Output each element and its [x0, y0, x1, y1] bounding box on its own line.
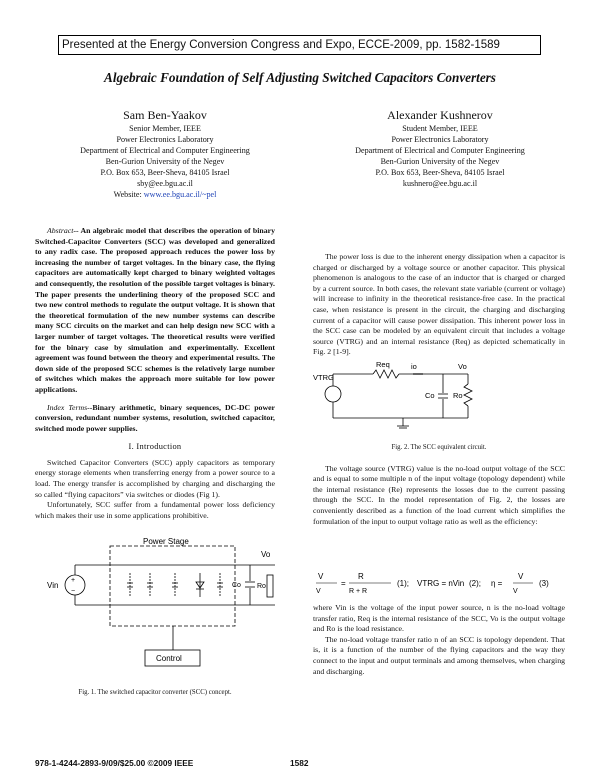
- author-2-name: Alexander Kushnerov: [387, 108, 493, 122]
- co-label: Co: [232, 582, 241, 590]
- author-2-line: P.O. Box 653, Beer-Sheva, 84105 Israel: [375, 168, 505, 177]
- vtrg-label: VTRG: [313, 372, 334, 382]
- co-label-fig2: Co: [425, 390, 435, 400]
- ro-label: Ro: [257, 583, 266, 591]
- control-label: Control: [156, 654, 182, 664]
- author-2-line: Student Member, IEEE: [402, 124, 478, 133]
- fig2-caption: Fig. 2. The SCC equivalent circuit.: [391, 443, 487, 451]
- req-label: Req: [376, 359, 390, 369]
- power-stage-box: [110, 546, 235, 626]
- left-column: [35, 226, 275, 699]
- author-1-email[interactable]: sby@ee.bgu.ac.il: [137, 179, 193, 188]
- author-1-block: [50, 108, 280, 200]
- author-1-website-row: [50, 189, 280, 200]
- req-resistor-icon: [373, 370, 399, 378]
- ro-resistor-icon: [267, 575, 273, 597]
- website-link[interactable]: www.ee.bgu.ac.il/~pel: [143, 190, 217, 199]
- author-1-line: Senior Member, IEEE: [129, 124, 201, 133]
- author-2-line: Power Electronics Laboratory: [391, 135, 489, 144]
- author-1-line: Power Electronics Laboratory: [116, 135, 214, 144]
- author-1-name: Sam Ben-Yaakov: [123, 108, 207, 122]
- svg-text:V: V: [316, 588, 321, 595]
- footer-copyright: 978-1-4244-2893-9/09/$25.00 ©2009 IEEE: [35, 758, 194, 768]
- abstract: [35, 226, 275, 396]
- vtrg-source-icon: [325, 386, 341, 402]
- vin-plus: +: [71, 577, 76, 585]
- flying-capacitors: [127, 573, 223, 597]
- footer-page-number: 1582: [290, 758, 309, 768]
- equation-svg: [313, 565, 565, 601]
- right-column-lower: [313, 603, 565, 677]
- author-2-line: Ben-Gurion University of the Negev: [380, 157, 500, 166]
- eq2-text: VTRG = nVin: [417, 579, 465, 588]
- eq2-number: (2);: [469, 579, 481, 588]
- abstract-text: -- An algebraic model that describes the operation of binary Switched-Capacitor Converters (SCC) was developed and generalized to any radix case. The proposed approach reduces the power loss by increasing the number of target voltages. In the binary case, the flying capacitors are automatically kept charged to binary weighted voltages and consequently, the resolution of the possible target voltages is binary. The paper presents the underlining theory of the proposed SCC and two new control methods to regulate the output voltage. It is shown that the theoretical formulation of the new number systems can describe many SCC circuits on the market and can help design new SCC with a larger number of target voltages. The theoretical results were verified for the binary case by simulation and experimentally. Excellent agreement was found between the theory and experimental results. The down side of the proposed SCC schemes is the relatively large number of switches which makes the approach more suitable for low power applications.: [35, 226, 275, 394]
- fig2-diagram: [313, 360, 565, 440]
- svg-text:R: R: [358, 572, 364, 581]
- section-heading: I. Introduction: [128, 442, 182, 452]
- equation-block: [313, 565, 565, 601]
- svg-text:V: V: [513, 588, 518, 595]
- index-terms: [35, 403, 275, 435]
- vo-label-fig2: Vo: [458, 361, 467, 371]
- body-paragraph: The no-load voltage transfer ratio n of an SCC is topology dependent. That is, it is a function of the number of the flying capacitors and the way they connect to the input and output terminals and among themselves, when charging and discharging.: [313, 634, 565, 676]
- author-1-line: Ben-Gurion University of the Negev: [105, 157, 225, 166]
- abstract-label: Abstract: [47, 226, 74, 235]
- intro-paragraph: Switched Capacitor Converters (SCC) apply capacitors as temporary energy storage elements when transferring energy from a power source to a load. The energy transfer is accomplished by charging and discharging the so called “flying capacitors” via switches or diodes (Fig 1).: [35, 457, 275, 499]
- vin-label: Vin: [47, 581, 59, 591]
- vin-minus: −: [71, 588, 76, 596]
- eq3-number: (3): [539, 579, 549, 588]
- fig1-caption: Fig. 1. The switched capacitor converter (SCC) concept.: [78, 689, 232, 697]
- index-terms-label: Index Terms: [47, 402, 88, 412]
- ro-resistor-icon-fig2: [464, 384, 472, 406]
- paper-title: Algebraic Foundation of Self Adjusting Switched Capacitors Converters: [104, 70, 496, 85]
- eq-vo: V: [318, 572, 324, 581]
- author-2-line: Department of Electrical and Computer Engineering: [355, 146, 525, 155]
- right-column: [313, 252, 565, 527]
- intro-paragraph: Unfortunately, SCC suffer from a fundamental power loss deficiency which makes their use in some applications prohibitive.: [35, 500, 275, 520]
- body-paragraph: The power loss is due to the inherent energy dissipation when a capacitor is charged or discharged by a voltage source or another capacitor. This physical phenomenon is analogous to the case of an inductor that is charged or charged by a current source. In both cases, the relevant state variable (current or voltage) will increase to infinity in the theoretical resistance-free case. In the practical case, when resistance is present in the circuit, the charging and discharging current of a capacitor will cause power dissipation. This inherent power loss in the SCC case can be modeled by an equivalent circuit that includes a voltage source (VTRG) and an internal resistance (Req) as depicted schematically in Fig. 2 [1-9].: [313, 252, 565, 357]
- body-paragraph: The voltage source (VTRG) value is the no-load output voltage of the SCC and is equal to some multiple n of the input voltage (topology dependent) while the internal resistance (Re) represents the losses due to the current passing through the SCC. In the model representation of Fig. 2, the losses are conveniently described as a function of the load current which simplifies the formulation of the input to output voltage ratio as well as the efficiency:: [313, 463, 565, 526]
- eq1-number: (1);: [397, 579, 409, 588]
- svg-text:=: =: [341, 579, 346, 588]
- author-1-line: Department of Electrical and Computer Engineering: [80, 146, 250, 155]
- svg-text:V: V: [518, 572, 524, 581]
- index-terms-text: --Binary arithmetic, binary sequences, DC-DC power conversion, redundant number systems, resolution, switched capacitor, switched mode power supplies.: [35, 402, 276, 433]
- svg-text:R + R: R + R: [349, 588, 368, 595]
- website-label: Website:: [113, 190, 142, 199]
- ro-label-fig2: Ro: [453, 390, 463, 400]
- author-2-block: [315, 108, 565, 189]
- author-2-email[interactable]: kushnero@ee.bgu.ac.il: [402, 179, 478, 188]
- conference-banner: Presented at the Energy Conversion Congress and Expo, ECCE-2009, pp. 1582-1589: [58, 35, 541, 55]
- eq3-text: η =: [491, 579, 503, 588]
- vo-label: Vo: [261, 550, 271, 560]
- fig1-diagram: [35, 535, 275, 685]
- author-1-line: P.O. Box 653, Beer-Sheva, 84105 Israel: [100, 168, 230, 177]
- body-paragraph: where Vin is the voltage of the input power source, n is the no-load voltage transfer ratio, Req is the internal resistance of the SCC, Vo is the output voltage and Ro is the load resistance.: [313, 603, 565, 634]
- power-stage-label: Power Stage: [143, 537, 189, 547]
- io-label: io: [411, 361, 417, 371]
